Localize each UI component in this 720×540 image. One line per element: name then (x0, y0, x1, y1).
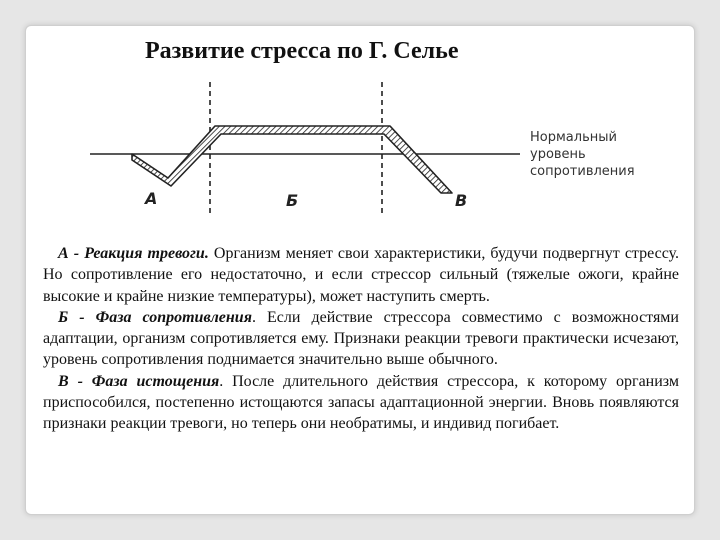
svg-text:уровень: уровень (530, 147, 586, 162)
phase-label-a: А (145, 189, 158, 208)
alarm-letter: А (58, 245, 69, 262)
alarm-term: Реакция тревоги. (84, 245, 209, 262)
alarm-text: Организм меняет свои характеристики, будучи подвергнут стрессу. Но сопротивление его недостаточно, и если стрессор сильный (тяжелые ожоги, крайне высокие и крайне низкие температуры), может наступить смерть. (43, 245, 679, 305)
paragraph-exhaustion: В - Фаза истощения. После длительного действия стрессора, к которому организм приспособился, постепенно истощаются запасы адаптационной энергии. Вновь появляются признаки реакции тревоги, но теперь они необратимы, и индивид погибает. (43, 372, 680, 433)
phase-label-b: Б (286, 191, 299, 210)
resistance-letter: Б (58, 308, 69, 326)
resistance-curve (132, 126, 452, 193)
resistance-text: . Если действие стрессора совместимо с возможностями адаптации, организм сопротивляется ему. Признаки реакции тревоги практически исчезают, уровень сопротивления поднимается значительно выше обычного. (43, 308, 679, 369)
exhaustion-term: Фаза истощения (91, 372, 220, 390)
resistance-term: Фаза сопротивления (95, 308, 252, 326)
phase-descriptions (43, 243, 679, 435)
exhaustion-text: . После длительного действия стрессора, к которому организм приспособился, постепенно истощаются запасы адаптационной энергии. Вновь появляются признаки реакции тревоги, но теперь они необратимы, и индивид погибает. (43, 372, 680, 433)
paragraph-alarm: А - Реакция тревоги. Организм меняет свои характеристики, будучи подвергнут стрессу. Но сопротивление его недостаточно, и если стрессор сильный (тяжелые ожоги, крайне высокие и крайне низкие температуры), может наступить смерть. (43, 245, 679, 305)
phase-label-v: В (455, 191, 468, 210)
paragraph-resistance: Б - Фаза сопротивления. Если действие стрессора совместимо с возможностями адаптации, организм сопротивляется ему. Признаки реакции тревоги практически исчезают, уровень сопротивления поднимается значительно выше обычного. (43, 308, 679, 369)
svg-text:Нормальный: Нормальный (530, 130, 617, 145)
svg-text:сопротивления: сопротивления (530, 164, 635, 179)
exhaustion-letter: В (58, 372, 69, 390)
normal-level-label (530, 130, 635, 179)
slide-title: Развитие стресса по Г. Селье (145, 38, 459, 64)
